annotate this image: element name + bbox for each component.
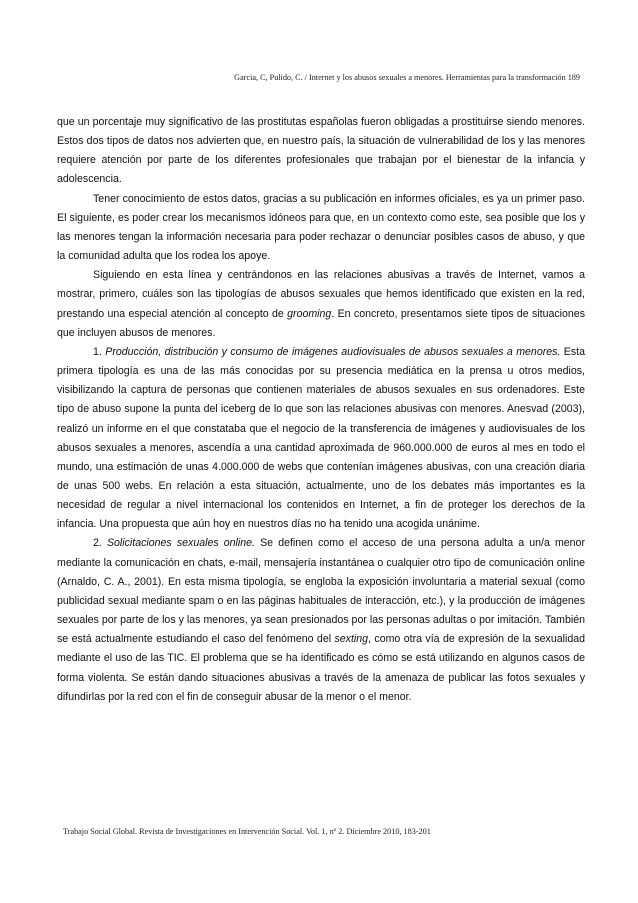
journal-footer: Trabajo Social Global. Revista de Investigaciones en Intervención Social. Vol. 1, nº 2. Diciembre 2010, 183-201 [63,827,431,836]
item-2-text: Se definen como el acceso de una persona adulta a un/a menor mediante la comunicación en chats, e-mail, mensajería instantánea o cualquier otro tipo de comunicación online (Arnaldo, C. A., 2001). En esta misma tipología, se engloba la exposición involuntaria a material sexual (como publicidad sexual mediante spam o en las páginas habituales de interacción, etc.), y la producción de imágenes sexuales por parte de los y las menores, ya sean presionados por las personas adultas o por imitación. También se está actualmente estudiando el caso del fenómeno del [57,537,585,646]
typology-item-1 [57,343,585,535]
paragraph-3-text-end: . En concreto, presentamos siete tipos de situaciones que incluyen abusos de menores. [57,307,585,339]
item-2-text-end: , como otra vía de expresión de la sexualidad mediante el uso de las TIC. El problema que se ha identificado es cómo se está utilizando en algunos casos de forma violenta. Se están dando situaciones abusivas a través de la amenaza de publicar las fotos sexuales y difundirlas por la red con el fin de conseguir abusar de la menor o el menor. [57,633,585,703]
paragraph-2: Tener conocimiento de estos datos, gracias a su publicación en informes oficiales, es ya un primer paso. El siguiente, es poder crear los mecanismos idóneos para que, en un contexto como este, sea posible que los y las menores tengan la información necesaria para poder rechazar o denunciar posibles casos de abuso, y que la comunidad adulta que los rodea los apoye. [57,192,585,263]
item-1-title: Producción, distribución y consumo de imágenes audiovisuales de abusos sexuales a menores. [105,345,561,358]
item-2-title: Solicitaciones sexuales online. [106,537,255,550]
paragraph-3-text: Siguiendo en esta línea y centrándonos en las relaciones abusivas a través de Internet, vamos a mostrar, primero, cuáles son las tipologías de abusos sexuales que hemos identificado que existen en la red, prestando una especial atención al concepto de [57,269,585,320]
running-head: Garcia, C, Pulido, C. / Internet y los abusos sexuales a menores. Herramientas para la transformación 189 [234,73,580,82]
item-2-number: 2. [93,537,107,550]
grooming-term: grooming [287,307,332,320]
item-1-number: 1. [93,345,106,358]
paragraph-1: que un porcentaje muy significativo de las prostitutas españolas fueron obligadas a prostituirse siendo menores. Estos dos tipos de datos nos advierten que, en nuestro país, la situación de vulnerabilidad de los y las menores requiere atención por parte de los diferentes profesionales que trabajan por el bienestar de la infancia y adolescencia. [57,116,585,186]
typology-item-2 [57,534,585,706]
item-1-text: Esta primera tipología es una de las más conocidas por su presencia mediática en la prensa u otros medios, visibilizando la captura de personas que contienen materiales de abusos sexuales en sus ordenadores. Este tipo de abuso supone la punta del iceberg de lo que son las relaciones abusivas con menores. Anesvad (2003), realizó un informe en el que constataba que el negocio de la transferencia de imágenes y audiovisuales de los abusos sexuales a menores, ascendía a una cantidad aproximada de 960.000.000 de euros al mes en todo el mundo, una estimación de unas 4.000.000 de webs que contenían imágenes abusivas, con una creación diaria de unas 500 webs. En relación a esta situación, actualmente, uno de los debates más importantes es la necesidad de regular a nivel internacional los contenidos en Internet, a fin de proteger los derechos de la infancia. Una propuesta que aún hoy en nuestros días no ha tenido una acogida unánime. [57,345,586,531]
article-body [57,113,585,707]
paragraph-3 [57,266,585,343]
sexting-term: sexting [334,633,369,646]
